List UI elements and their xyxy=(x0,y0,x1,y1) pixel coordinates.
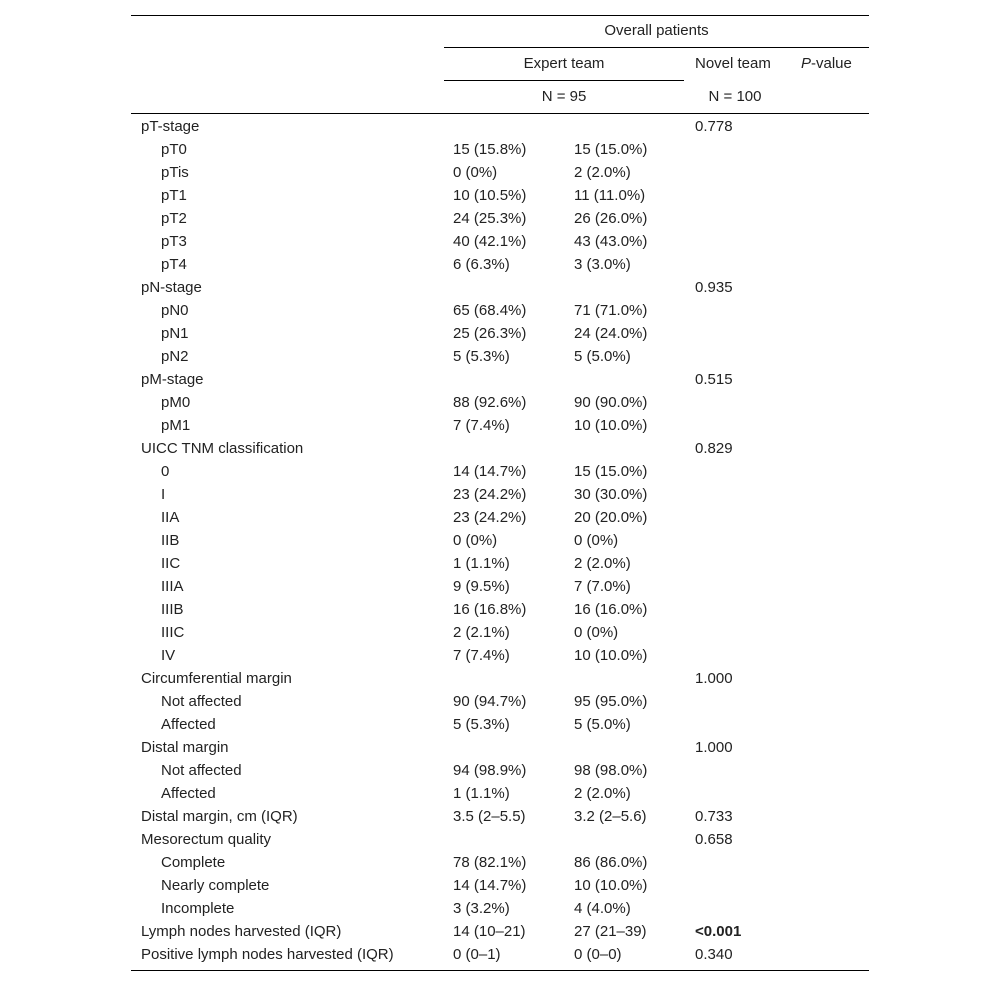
row-label: Complete xyxy=(161,854,226,871)
expert-value: 65 (68.4%) xyxy=(453,302,527,319)
novel-value: 0 (0%) xyxy=(574,624,619,641)
row-label: Nearly complete xyxy=(161,877,270,894)
expert-value: 1 (1.1%) xyxy=(453,785,510,802)
expert-value: 14 (14.7%) xyxy=(453,463,527,480)
row-label: pM-stage xyxy=(141,371,204,388)
row-label: IIIA xyxy=(161,578,184,595)
p-value: 1.000 xyxy=(695,670,733,687)
expert-n: N = 95 xyxy=(541,88,587,105)
header-bottom-rule xyxy=(131,113,869,114)
row-label: pM0 xyxy=(161,394,191,411)
expert-value: 5 (5.3%) xyxy=(453,348,510,365)
p-value: 0.515 xyxy=(695,371,733,388)
row-label: Distal margin xyxy=(141,739,229,756)
row-label: Incomplete xyxy=(161,900,235,917)
novel-n: N = 100 xyxy=(708,88,762,105)
expert-value: 1 (1.1%) xyxy=(453,555,510,572)
group-header: Overall patients xyxy=(604,22,709,39)
novel-value: 90 (90.0%) xyxy=(574,394,648,411)
expert-value: 0 (0%) xyxy=(453,164,498,181)
expert-value: 94 (98.9%) xyxy=(453,762,527,779)
novel-value: 71 (71.0%) xyxy=(574,302,648,319)
expert-value: 90 (94.7%) xyxy=(453,693,527,710)
p-value: 0.829 xyxy=(695,440,733,457)
novel-value: 86 (86.0%) xyxy=(574,854,648,871)
p-value: 0.340 xyxy=(695,946,733,963)
expert-value: 24 (25.3%) xyxy=(453,210,527,227)
novel-value: 5 (5.0%) xyxy=(574,348,631,365)
p-value: 0.658 xyxy=(695,831,733,848)
expert-value: 14 (14.7%) xyxy=(453,877,527,894)
expert-value: 14 (10–21) xyxy=(453,923,526,940)
row-label: Affected xyxy=(161,785,216,802)
expert-value: 0 (0%) xyxy=(453,532,498,549)
row-label: IIA xyxy=(161,509,180,526)
expert-value: 25 (26.3%) xyxy=(453,325,527,342)
expert-rule xyxy=(444,80,684,81)
novel-value: 24 (24.0%) xyxy=(574,325,648,342)
row-label: pN2 xyxy=(161,348,189,365)
row-label: pN0 xyxy=(161,302,189,319)
row-label: Lymph nodes harvested (IQR) xyxy=(141,923,342,940)
row-label: IV xyxy=(161,647,176,664)
novel-value: 3.2 (2–5.6) xyxy=(574,808,647,825)
expert-value: 5 (5.3%) xyxy=(453,716,510,733)
novel-value: 3 (3.0%) xyxy=(574,256,631,273)
row-label: pT-stage xyxy=(141,118,200,135)
expert-value: 40 (42.1%) xyxy=(453,233,527,250)
expert-value: 3.5 (2–5.5) xyxy=(453,808,526,825)
expert-value: 23 (24.2%) xyxy=(453,509,527,526)
novel-value: 15 (15.0%) xyxy=(574,463,648,480)
row-label: pT3 xyxy=(161,233,187,250)
expert-value: 16 (16.8%) xyxy=(453,601,527,618)
novel-value: 10 (10.0%) xyxy=(574,877,648,894)
novel-value: 0 (0%) xyxy=(574,532,619,549)
row-label: Not affected xyxy=(161,693,242,710)
row-label: pT2 xyxy=(161,210,187,227)
row-label: pN-stage xyxy=(141,279,202,296)
novel-value: 4 (4.0%) xyxy=(574,900,631,917)
novel-value: 10 (10.0%) xyxy=(574,647,648,664)
p-value: 1.000 xyxy=(695,739,733,756)
row-label: Not affected xyxy=(161,762,242,779)
row-label: Affected xyxy=(161,716,216,733)
row-label: pN1 xyxy=(161,325,189,342)
novel-value: 10 (10.0%) xyxy=(574,417,648,434)
novel-value: 98 (98.0%) xyxy=(574,762,648,779)
novel-value: 43 (43.0%) xyxy=(574,233,648,250)
novel-value: 11 (11.0%) xyxy=(574,187,646,204)
novel-value: 30 (30.0%) xyxy=(574,486,648,503)
pvalue-rest: -value xyxy=(811,55,852,72)
row-label: Positive lymph nodes harvested (IQR) xyxy=(141,946,394,963)
row-label: Distal margin, cm (IQR) xyxy=(141,808,298,825)
row-label: pT4 xyxy=(161,256,187,273)
expert-value: 7 (7.4%) xyxy=(453,647,510,664)
expert-value: 2 (2.1%) xyxy=(453,624,510,641)
row-label: 0 xyxy=(161,463,170,480)
row-label: I xyxy=(161,486,166,503)
expert-value: 3 (3.2%) xyxy=(453,900,510,917)
novel-value: 2 (2.0%) xyxy=(574,785,631,802)
expert-value: 15 (15.8%) xyxy=(453,141,527,158)
row-label: pTis xyxy=(161,164,189,181)
novel-value: 2 (2.0%) xyxy=(574,164,631,181)
novel-value: 95 (95.0%) xyxy=(574,693,648,710)
p-value: 0.935 xyxy=(695,279,733,296)
expert-value: 23 (24.2%) xyxy=(453,486,527,503)
expert-value: 88 (92.6%) xyxy=(453,394,527,411)
bottom-rule xyxy=(131,970,869,971)
novel-value: 20 (20.0%) xyxy=(574,509,648,526)
row-label: pM1 xyxy=(161,417,191,434)
novel-value: 26 (26.0%) xyxy=(574,210,648,227)
expert-value: 9 (9.5%) xyxy=(453,578,510,595)
row-label: IIB xyxy=(161,532,180,549)
novel-value: 27 (21–39) xyxy=(574,923,647,940)
row-label: UICC TNM classification xyxy=(141,440,304,457)
expert-value: 0 (0–1) xyxy=(453,946,501,963)
novel-value: 16 (16.0%) xyxy=(574,601,648,618)
p-value: <0.001 xyxy=(695,923,742,940)
row-label: IIIC xyxy=(161,624,185,641)
row-label: IIIB xyxy=(161,601,184,618)
expert-team-header: Expert team xyxy=(523,55,605,72)
row-label: pT0 xyxy=(161,141,187,158)
novel-value: 2 (2.0%) xyxy=(574,555,631,572)
row-label: pT1 xyxy=(161,187,187,204)
row-label: Mesorectum quality xyxy=(141,831,272,848)
row-label: IIC xyxy=(161,555,181,572)
novel-value: 0 (0–0) xyxy=(574,946,622,963)
expert-value: 78 (82.1%) xyxy=(453,854,527,871)
novel-value: 5 (5.0%) xyxy=(574,716,631,733)
expert-value: 10 (10.5%) xyxy=(453,187,527,204)
expert-value: 7 (7.4%) xyxy=(453,417,510,434)
group-rule xyxy=(444,47,869,48)
novel-value: 7 (7.0%) xyxy=(574,578,631,595)
expert-value: 6 (6.3%) xyxy=(453,256,510,273)
pvalue-header xyxy=(801,54,852,74)
novel-value: 15 (15.0%) xyxy=(574,141,648,158)
row-label: Circumferential margin xyxy=(141,670,292,687)
novel-team-header: Novel team xyxy=(695,55,771,72)
p-value: 0.778 xyxy=(695,118,733,135)
pvalue-italic: P xyxy=(801,55,812,72)
p-value: 0.733 xyxy=(695,808,733,825)
top-rule xyxy=(131,15,869,16)
